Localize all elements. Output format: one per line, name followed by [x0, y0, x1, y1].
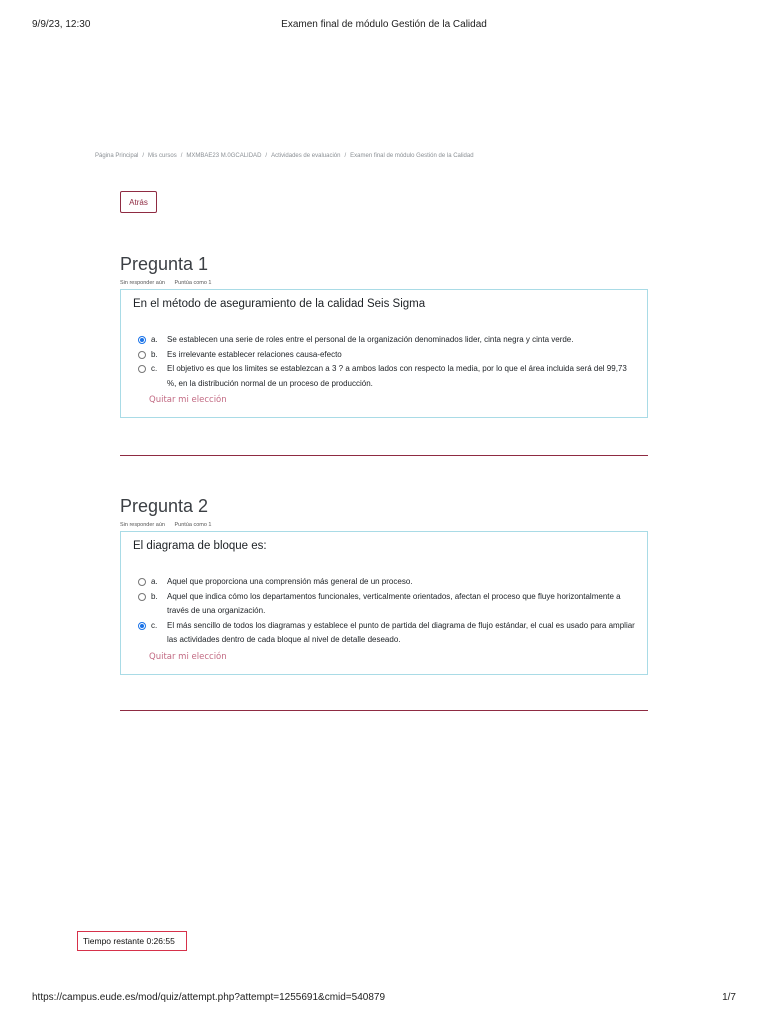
radio-button[interactable] [138, 351, 146, 359]
question-text: El diagrama de bloque es: [133, 540, 267, 552]
breadcrumb-section[interactable]: Actividades de evaluación [271, 153, 341, 159]
question-info [120, 280, 648, 289]
breadcrumb-separator: / [265, 153, 268, 159]
breadcrumb-separator: / [180, 153, 183, 159]
radio-button-selected[interactable] [138, 622, 146, 630]
answer-letter: c. [151, 364, 158, 373]
question-divider [120, 710, 648, 711]
answer-text[interactable]: Se establecen una serie de roles entre el personal de la organización denominados lider, cinta negra y cinta verde. [167, 335, 574, 344]
question-info [120, 522, 648, 531]
radio-button-selected[interactable] [138, 336, 146, 344]
question-text: En el método de aseguramiento de la calidad Seis Sigma [133, 298, 426, 310]
question-status: Sin responder aún [120, 522, 165, 528]
radio-button[interactable] [138, 593, 146, 601]
question-points: Puntúa como 1 [174, 522, 212, 528]
answer-text[interactable]: El más sencillo de todos los diagramas y establece el punto de partida del diagrama de flujo estándar, el cual es usado para ampliar las actividades dentro de cada bloque al nivel de detalle deseado. [167, 620, 635, 644]
time-remaining: Tiempo restante 0:26:55 [77, 931, 187, 951]
answer-text[interactable]: Es irrelevante establecer relaciones causa-efecto [167, 349, 342, 359]
question-title: Pregunta 2 [120, 496, 209, 516]
question-1 [120, 254, 648, 418]
breadcrumb-home[interactable]: Página Principal [95, 153, 139, 159]
answer-letter: b. [151, 349, 158, 359]
print-page-number: 1/7 [722, 992, 736, 1003]
breadcrumb-separator: / [142, 153, 145, 159]
answer-option-b[interactable] [138, 590, 635, 619]
answer-letter: a. [151, 577, 158, 586]
print-url: https://campus.eude.es/mod/quiz/attempt.php?attempt=1255691&cmid=540879 [32, 992, 386, 1003]
breadcrumb-separator: / [344, 153, 347, 159]
answer-text[interactable]: Aquel que indica cómo los departamentos funcionales, verticalmente orientados, afectan el proceso que fluye horizontalmente a través de una organización. [167, 591, 621, 615]
clear-choice-link[interactable]: Quitar mi elección [149, 651, 227, 662]
breadcrumb-quiz[interactable]: Examen final de módulo Gestión de la Calidad [350, 153, 474, 159]
radio-button[interactable] [138, 578, 146, 586]
breadcrumb-my-courses[interactable]: Mis cursos [148, 153, 177, 159]
breadcrumb [95, 153, 474, 159]
breadcrumb-course[interactable]: MXMBAE23 M.0GCALIDAD [186, 153, 262, 159]
answer-option-c[interactable] [138, 362, 635, 391]
question-status: Sin responder aún [120, 280, 165, 286]
question-content [120, 289, 648, 418]
clear-choice-link[interactable]: Quitar mi elección [149, 395, 227, 405]
question-2 [120, 496, 648, 675]
print-page-title: Examen final de módulo Gestión de la Calidad [281, 19, 487, 30]
answer-letter: c. [151, 620, 158, 630]
question-title: Pregunta 1 [120, 254, 209, 274]
back-button[interactable]: Atrás [120, 191, 157, 213]
answer-option-b[interactable] [138, 348, 635, 363]
question-content [120, 531, 648, 675]
radio-button[interactable] [138, 365, 146, 373]
answer-letter: b. [151, 591, 158, 601]
answer-letter: a. [151, 335, 158, 344]
answer-option-a[interactable] [138, 575, 635, 590]
answer-option-c[interactable] [138, 619, 635, 648]
answer-text[interactable]: El objetivo es que los limites se establezcan a 3 ? a ambos lados con respecto la media, por lo que el área incluida será del 99,73 %, en la distribución normal de un proceso de producción. [167, 364, 627, 388]
question-divider [120, 455, 648, 456]
print-datetime: 9/9/23, 12:30 [32, 19, 91, 30]
answer-text[interactable]: Aquel que proporciona una comprensión más general de un proceso. [167, 577, 413, 586]
question-points: Puntúa como 1 [174, 280, 212, 286]
answer-option-a[interactable] [138, 333, 635, 348]
